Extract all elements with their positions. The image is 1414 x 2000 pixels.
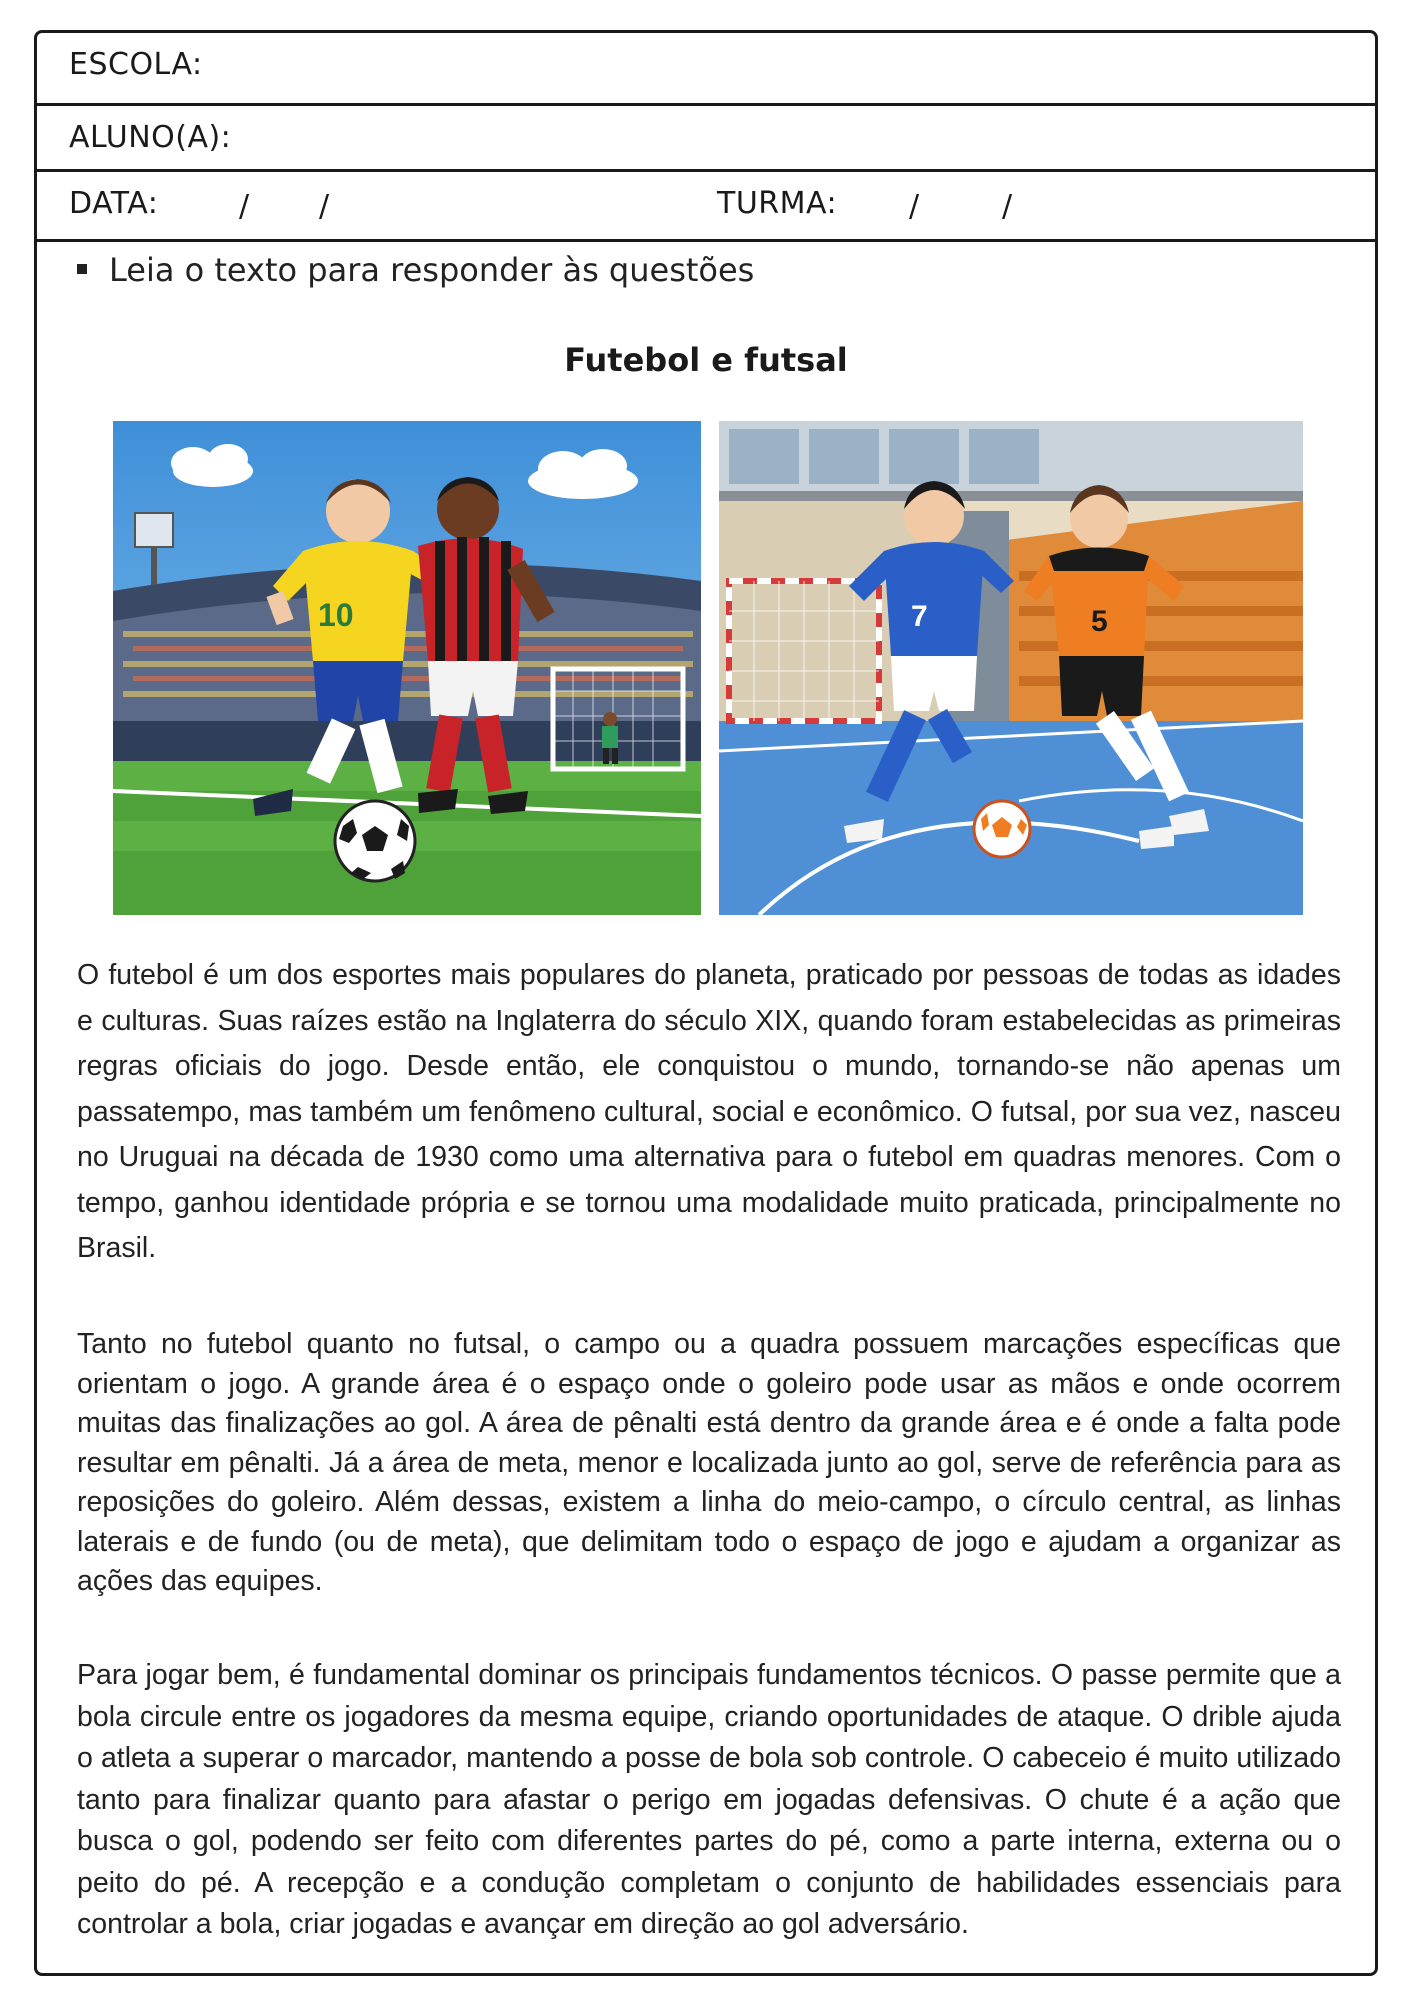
student-label: ALUNO(A):: [69, 120, 232, 155]
football-illustration: [113, 421, 701, 915]
futsal-scene-svg: [719, 421, 1303, 915]
instruction: [77, 251, 754, 289]
school-row: [37, 33, 1375, 106]
player-number: 7: [911, 600, 928, 633]
player-number: 5: [1091, 605, 1108, 638]
text-title: Futebol e futsal: [564, 341, 848, 379]
class-slash: /: [1002, 189, 1013, 224]
floodlight-icon: [135, 513, 173, 547]
bullet-icon: [77, 264, 87, 274]
school-label: ESCOLA:: [69, 47, 203, 82]
date-slash: /: [319, 189, 330, 224]
paragraph-2: Tanto no futebol quanto no futsal, o campo ou a quadra possuem marcações específicas que orientam o jogo. A grande área é o espaço onde o goleiro pode usar as mãos e onde ocorrem muitas das finalizações ao gol. A área de pênalti está dentro da grande área e é onde a falta pode resultar em pênalti. Já a área de meta, menor e localizada junto ao gol, serve de referência para as reposições do goleiro. Além dessas, existem a linha do meio-campo, o círculo central, as linhas laterais e de fundo (ou de meta), que delimitam todo o espaço de jogo e ajudam a organizar as ações das equipes.: [77, 1328, 1341, 1597]
instruction-text: Leia o texto para responder às questões: [109, 251, 755, 289]
class-label: TURMA:: [717, 186, 838, 221]
date-label: DATA:: [69, 186, 159, 221]
football-scene-svg: [113, 421, 701, 915]
paragraph-1: O futebol é um dos esportes mais populares do planeta, praticado por pessoas de todas as idades e culturas. Suas raízes estão na Inglaterra do século XIX, quando foram estabelecidas as primeiras regras oficiais do jogo. Desde então, ele conquistou o mundo, tornando-se não apenas um passatempo, mas também um fenômeno cultural, social e econômico. O futsal, por sua vez, nasceu no Uruguai na década de 1930 como uma alternativa para o futebol em quadras menores. Com o tempo, ganhou identidade própria e se tornou uma modalidade muito praticada, principalmente no Brasil.: [77, 959, 1341, 1264]
student-row: [37, 106, 1375, 172]
futsal-illustration: [719, 421, 1303, 915]
date-slash: /: [239, 189, 250, 224]
class-slash: /: [909, 189, 920, 224]
player-number: 10: [318, 597, 354, 633]
worksheet: [34, 30, 1378, 1976]
paragraph-3: Para jogar bem, é fundamental dominar os principais fundamentos técnicos. O passe permite que a bola circule entre os jogadores da mesma equipe, criando oportunidades de ataque. O drible ajuda o atleta a superar o marcador, mantendo a posse de bola sob controle. O cabeceio é muito utilizado tanto para finalizar quanto para afastar o perigo em jogadas defensivas. O chute é a ação que busca o gol, podendo ser feito com diferentes partes do pé, como a parte interna, externa ou o peito do pé. A recepção e a condução completam o conjunto de habilidades essenciais para controlar a bola, criar jogadas e avançar em direção ao gol adversário.: [77, 1659, 1341, 1940]
date-class-row: [37, 172, 1375, 242]
